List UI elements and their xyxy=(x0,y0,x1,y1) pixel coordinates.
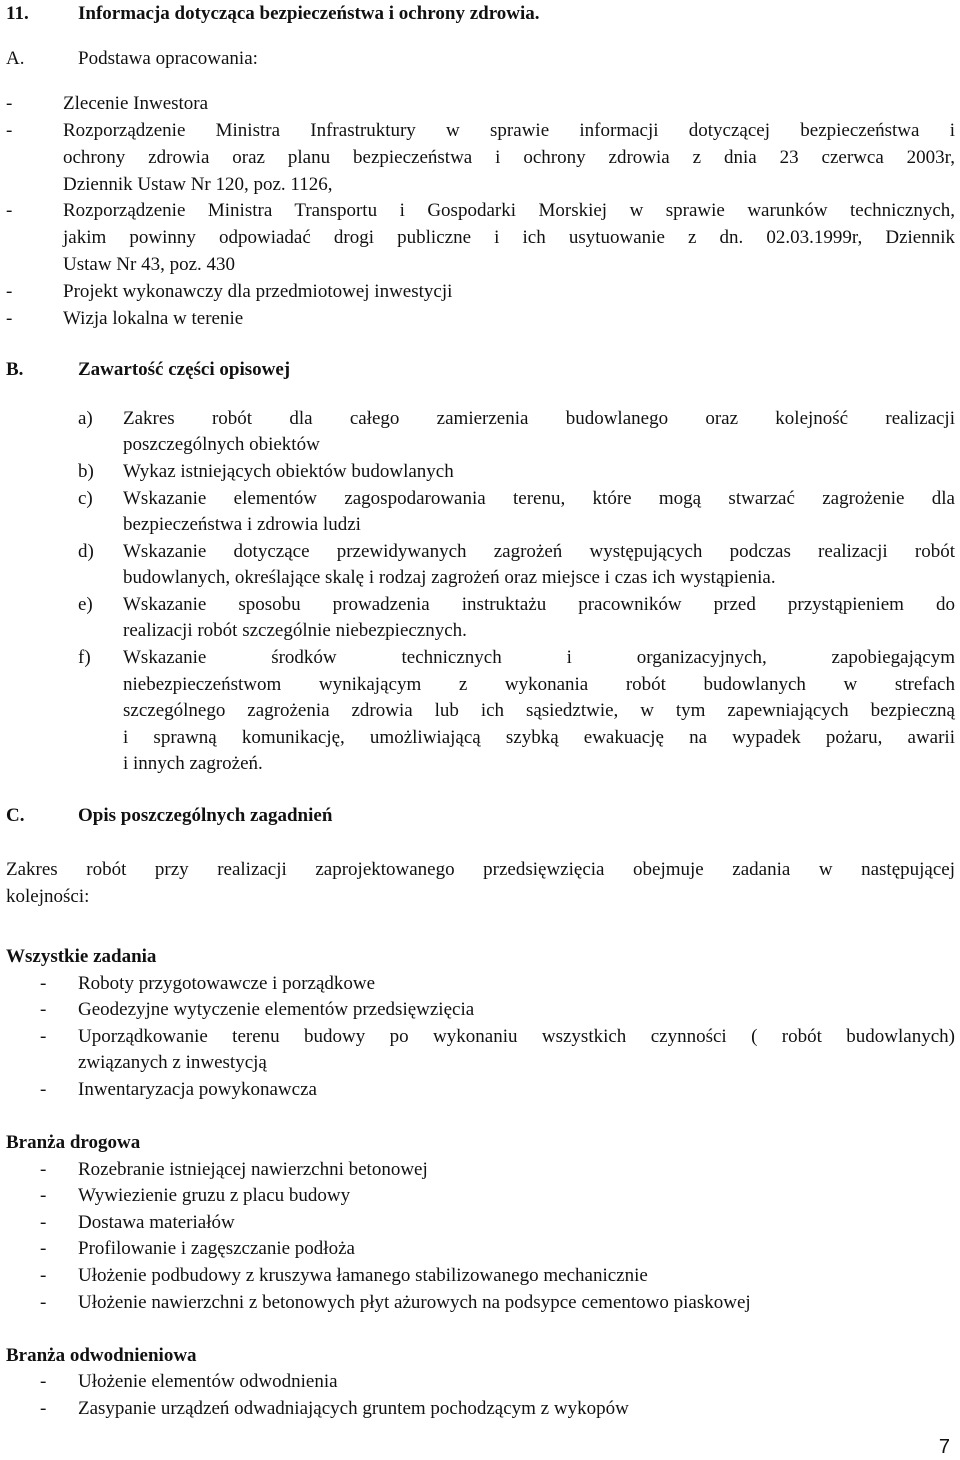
sectC-letter: C. xyxy=(6,805,25,826)
group-title: Branża drogowa xyxy=(6,1132,141,1153)
list-item-cont: niebezpieczeństwom wynikającym z wykonania robót budowlanych w strefach xyxy=(123,674,955,695)
list-label: d) xyxy=(78,541,94,562)
list-dash: - xyxy=(40,1371,47,1392)
list-dash: - xyxy=(40,1265,47,1286)
list-item-cont: realizacji robót szczególnie niebezpiecznych. xyxy=(123,620,467,641)
list-item: Zlecenie Inwestora xyxy=(63,93,209,114)
list-item: Inwentaryzacja powykonawcza xyxy=(78,1079,317,1100)
sectA-title: Podstawa opracowania: xyxy=(78,48,258,69)
sectC-intro-cont: kolejności: xyxy=(6,886,90,907)
list-item: Roboty przygotowawcze i porządkowe xyxy=(78,973,376,994)
sectB-letter: B. xyxy=(6,359,24,380)
list-item-cont: bezpieczeństwa i zdrowia ludzi xyxy=(123,514,361,535)
list-dash: - xyxy=(40,1292,47,1313)
list-item: Rozporządzenie Ministra Transportu i Gospodarki Morskiej w sprawie warunków technicznych, xyxy=(63,200,955,221)
list-label: c) xyxy=(78,488,93,509)
list-item: Ułożenie elementów odwodnienia xyxy=(78,1371,338,1392)
list-item-cont: ochrony zdrowia oraz planu bezpieczeństwa i ochrony zdrowia z dnia 23 czerwca 2003r, xyxy=(63,147,955,168)
list-item: Profilowanie i zagęszczanie podłoża xyxy=(78,1238,355,1259)
list-dash: - xyxy=(6,200,13,221)
list-item: Projekt wykonawczy dla przedmiotowej inwestycji xyxy=(63,281,453,302)
sectA-letter: A. xyxy=(6,48,25,69)
list-item-cont: szczególnego zagrożenia zdrowia lub ich sąsiedztwie, w tym zapewniających bezpieczną xyxy=(123,700,955,721)
list-dash: - xyxy=(40,1159,47,1180)
list-dash: - xyxy=(6,93,13,114)
list-item: Wskazanie dotyczące przewidywanych zagrożeń występujących podczas realizacji robót xyxy=(123,541,955,562)
sectC-intro: Zakres robót przy realizacji zaprojektowanego przedsięwzięcia obejmuje zadania w następującej xyxy=(6,859,955,880)
list-item-cont: budowlanych, określające skalę i rodzaj zagrożeń oraz miejsce i czas ich wystąpienia. xyxy=(123,567,776,588)
section-title: Informacja dotycząca bezpieczeństwa i ochrony zdrowia. xyxy=(78,3,540,24)
list-item-cont: Dziennik Ustaw Nr 120, poz. 1126, xyxy=(63,174,333,195)
list-item: Dostawa materiałów xyxy=(78,1212,235,1233)
list-item: Uporządkowanie terenu budowy po wykonaniu wszystkich czynności ( robót budowlanych) xyxy=(78,1026,955,1047)
section-number: 11. xyxy=(6,3,29,24)
list-item: Wskazanie elementów zagospodarowania terenu, które mogą stwarzać zagrożenie dla xyxy=(123,488,955,509)
list-item: Geodezyjne wytyczenie elementów przedsięwzięcia xyxy=(78,999,475,1020)
list-item: Wskazanie środków technicznych i organizacyjnych, zapobiegającym xyxy=(123,647,955,668)
list-dash: - xyxy=(40,1398,47,1419)
group-title: Wszystkie zadania xyxy=(6,946,157,967)
list-item: Rozebranie istniejącej nawierzchni betonowej xyxy=(78,1159,428,1180)
list-dash: - xyxy=(40,999,47,1020)
page-number: 7 xyxy=(938,1435,950,1458)
list-dash: - xyxy=(40,1212,47,1233)
list-item-cont: związanych z inwestycją xyxy=(78,1052,267,1073)
list-item: Rozporządzenie Ministra Infrastruktury w sprawie informacji dotyczącej bezpieczeństwa i xyxy=(63,120,955,141)
list-item: Wskazanie sposobu prowadzenia instruktażu pracowników przed przystąpieniem do xyxy=(123,594,955,615)
sectC-title: Opis poszczególnych zagadnień xyxy=(78,805,333,826)
list-item: Ułożenie podbudowy z kruszywa łamanego stabilizowanego mechanicznie xyxy=(78,1265,648,1286)
list-item-cont: poszczególnych obiektów xyxy=(123,434,320,455)
list-label: e) xyxy=(78,594,93,615)
list-dash: - xyxy=(40,1185,47,1206)
list-item: Zasypanie urządzeń odwadniających gruntem pochodzącym z wykopów xyxy=(78,1398,629,1419)
list-dash: - xyxy=(40,1238,47,1259)
list-item-cont: Ustaw Nr 43, poz. 430 xyxy=(63,254,236,275)
list-dash: - xyxy=(40,973,47,994)
list-dash: - xyxy=(6,308,13,329)
group-title: Branża odwodnieniowa xyxy=(6,1345,197,1366)
list-dash: - xyxy=(40,1079,47,1100)
sectB-title: Zawartość części opisowej xyxy=(78,359,291,380)
list-dash: - xyxy=(40,1026,47,1047)
list-item-cont: jakim powinny odpowiadać drogi publiczne i ich usytuowanie z dn. 02.03.1999r, Dziennik xyxy=(63,227,955,248)
list-label: f) xyxy=(78,647,91,668)
list-item: Zakres robót dla całego zamierzenia budowlanego oraz kolejność realizacji xyxy=(123,408,955,429)
list-dash: - xyxy=(6,120,13,141)
list-item-cont: i sprawną komunikację, umożliwiającą szybką ewakuację na wypadek pożaru, awarii xyxy=(123,727,955,748)
list-label: b) xyxy=(78,461,94,482)
list-dash: - xyxy=(6,281,13,302)
list-item: Wykaz istniejących obiektów budowlanych xyxy=(123,461,454,482)
list-item: Ułożenie nawierzchni z betonowych płyt ażurowych na podsypce cementowo piaskowej xyxy=(78,1292,751,1313)
list-item-cont: i innych zagrożeń. xyxy=(123,753,263,774)
list-label: a) xyxy=(78,408,93,429)
list-item: Wywiezienie gruzu z placu budowy xyxy=(78,1185,351,1206)
list-item: Wizja lokalna w terenie xyxy=(63,308,244,329)
